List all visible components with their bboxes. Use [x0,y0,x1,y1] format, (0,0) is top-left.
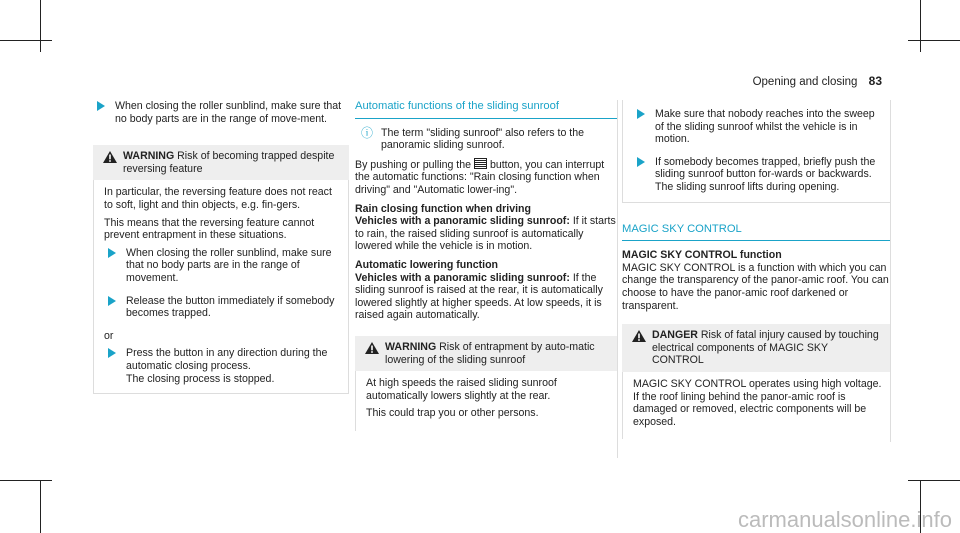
instruction-step: When closing the roller sunblind, make sure that no body parts are in the range of movement. [104,247,340,285]
danger-header [622,324,890,372]
arrow-right-icon [108,348,116,358]
warning-triangle-icon [103,151,117,163]
arrow-right-icon [108,248,116,258]
page-header [753,74,882,88]
column-divider [890,100,891,442]
crop-mark [40,480,41,533]
instruction-step: If somebody becomes trapped, briefly push the sliding sunroof button for-wards or backwards. The sliding sunroof lifts during opening. [633,156,882,194]
arrow-right-icon [97,101,105,111]
section-title: Opening and closing [752,76,858,88]
crop-mark [0,480,52,481]
crop-mark [908,480,960,481]
step-block [93,100,349,125]
section-heading: Automatic functions of the sliding sunroof [355,100,617,119]
warning-body: In particular, the reversing feature does not react to soft, light and thin objects, e.g. fin-gers. This means that the reversing feature cannot prevent entrapment in these situations. When closing the roller sunblind, make sure that no body parts are in the range of movement. Release the button immediately if somebody becomes trapped. or Press the button in any direction during the automatic closing process. The closing process is stopped. [93,180,349,394]
warning-header [355,336,617,371]
section-heading: MAGIC SKY CONTROL [622,223,890,242]
column-3 [622,100,890,439]
warning-title: Risk of becoming trapped despite reversing feature [123,150,335,175]
warning-label: WARNING [123,150,175,163]
instruction-step: Press the button in any direction during the automatic closing process. The closing process is stopped. [104,347,340,385]
sunroof-button-icon [474,158,487,169]
column-divider [617,100,618,458]
instruction-step: Make sure that nobody reaches into the sweep of the sliding sunroof whilst the vehicle is in motion. [633,108,882,146]
warning-label: WARNING [385,340,437,353]
paragraph: Rain closing function when driving Vehicles with a panoramic sliding sunroof: If it starts to rain, the raised sliding sunroof is automatically lowered while the vehicle is in motion. [355,202,616,253]
note: ⓘ The term "sliding sunroof" also refers to the panoramic sliding sunroof. [361,125,585,152]
paragraph: By pushing or pulling the button, you can interrupt the automatic functions: "Rain closing function when driving" and "Automatic lower-ing". [355,158,605,196]
arrow-right-icon [108,296,116,306]
column-1 [93,100,349,394]
danger-body: MAGIC SKY CONTROL operates using high voltage. If the roof lining behind the panor-amic roof is damaged or removed, electric components will be exposed. [622,372,890,439]
crop-mark [920,0,921,52]
warning-header [93,145,349,180]
crop-mark [908,40,960,41]
danger-label: DANGER [652,329,698,342]
warning-triangle-icon [632,330,646,342]
arrow-right-icon [637,109,645,119]
warning-title: Risk of entrapment by auto-matic lowering of the sliding sunroof [385,340,595,366]
warning-triangle-icon [365,342,379,354]
column-2 [355,100,617,431]
instruction-step: When closing the roller sunblind, make sure that no body parts are in the range of move-ment. [93,100,349,125]
crop-mark [0,40,52,41]
danger-title: Risk of fatal injury caused by touching electrical components of MAGIC SKY CONTROL [652,329,879,367]
or-text: or [104,329,114,342]
page-number: 83 [868,74,882,88]
info-icon: ⓘ [361,125,374,140]
warning-continuation [622,100,890,202]
paragraph: MAGIC SKY CONTROL function MAGIC SKY CONTROL is a function with which you can change the transparency of the panor-amic roof. You can choose to have the panor-amic roof darkened or transparent. [622,249,889,312]
warning-body: At high speeds the raised sliding sunroof automatically lowers slightly at the rear. This could trap you or other persons. [355,371,617,431]
paragraph: Automatic lowering function Vehicles with a panoramic sliding sunroof: If the sliding sunroof is raised at the rear, it is automatically lowered slightly at higher speeds. At low speeds, it is raised again automatically. [355,258,603,322]
arrow-right-icon [637,157,645,167]
crop-mark [40,0,41,52]
instruction-step: Release the button immediately if somebody becomes trapped. [104,295,340,320]
watermark: carmanualsonline.info [737,507,952,532]
